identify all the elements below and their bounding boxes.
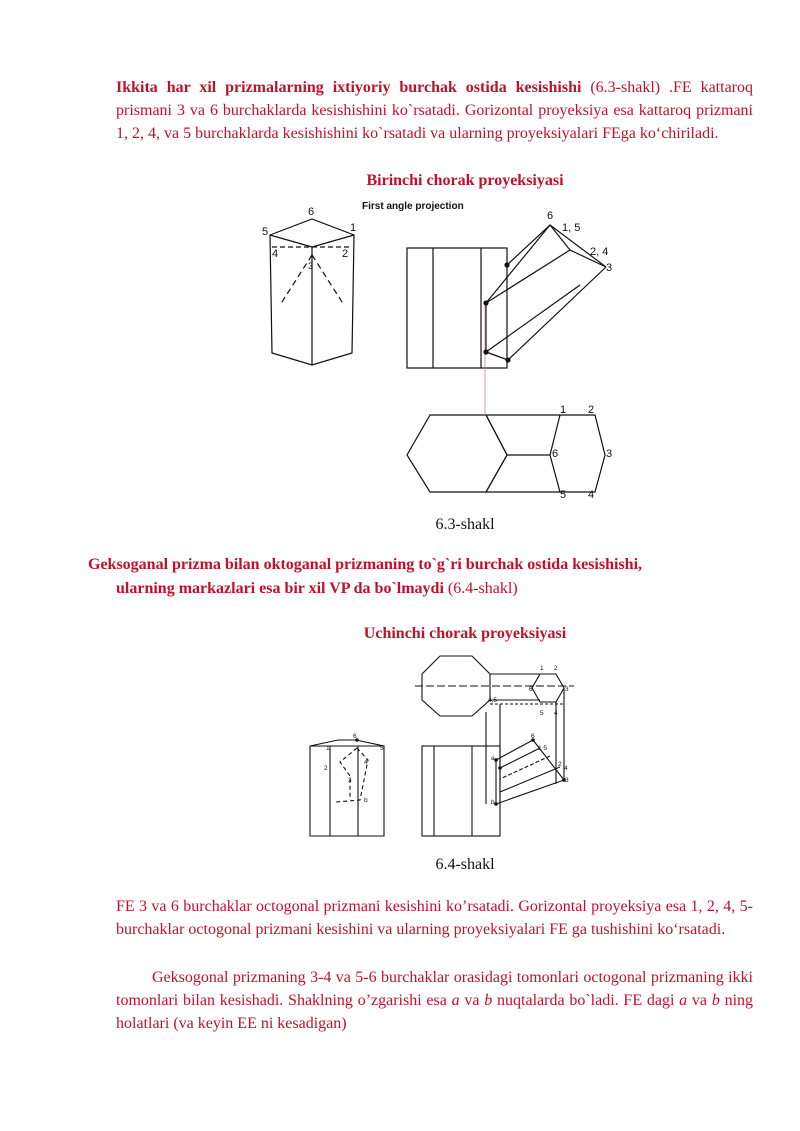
point-a: a bbox=[451, 992, 460, 1009]
text-run: ning holatlari (va keyin EE ni kesadigan) bbox=[116, 992, 754, 1032]
label: 3 bbox=[565, 777, 569, 784]
label: 4 bbox=[272, 248, 279, 260]
label: 5 bbox=[262, 226, 269, 238]
intro-paragraph bbox=[116, 76, 753, 145]
section2-heading bbox=[88, 553, 748, 601]
text-run: Geksogonal prizmaning 3-4 va 5-6 burchaklar orasidagi tomonlari octogonal prizmaning ikki tomonlari bilan kesishadi. Shaklning o’zgarishi esa bbox=[116, 969, 753, 1009]
label: 5 bbox=[380, 745, 384, 752]
caption-6-3: 6.3-shakl bbox=[435, 516, 495, 533]
label: 5 bbox=[540, 710, 544, 717]
label: 6 bbox=[308, 206, 315, 218]
label: 4 bbox=[588, 489, 595, 501]
caption-6-4: 6.4-shakl bbox=[435, 856, 495, 873]
text-run: nuqtalarda bo`ladi. FE dagi bbox=[492, 992, 680, 1009]
heading-line-2-text: ularning markazlari esa bir xil VP da bo`lmaydi bbox=[116, 580, 444, 597]
label: 3 bbox=[606, 262, 613, 274]
subtitle-first-angle: Birinchi chorak proyeksiyasi bbox=[366, 172, 564, 189]
label: 1 bbox=[326, 745, 330, 752]
heading-line-2 bbox=[88, 577, 748, 601]
subtitle-third-angle: Uchinchi chorak proyeksiyasi bbox=[363, 625, 567, 642]
label: 5 bbox=[560, 489, 567, 501]
label: 4 bbox=[564, 765, 568, 772]
intro-body: FE kattaroq prismani 3 va 6 burchaklarda kesishishini ko`rsatadi. Gorizontal proyeksiya esa kattaroq prizmani 1, 2, 4, va 5 burchaklarda kesishishini ko`rsatadi va ularning proyeksiyalari FEga ko‘chiriladi. bbox=[116, 79, 754, 142]
point-a: a bbox=[679, 992, 688, 1009]
point-b: b bbox=[711, 992, 720, 1009]
fig-header-text: First angle projection bbox=[362, 201, 464, 212]
section-heading: Ikkita har xil prizmalarning ixtiyoriy burchak ostida kesishishi bbox=[116, 79, 582, 96]
point-b: b bbox=[484, 992, 493, 1009]
label: b bbox=[491, 799, 495, 806]
label: 4 bbox=[554, 710, 558, 717]
label: 6 bbox=[531, 733, 535, 740]
label: b bbox=[364, 797, 368, 804]
label: 6 bbox=[529, 686, 533, 693]
label: 1 bbox=[350, 222, 357, 234]
label: 2 bbox=[342, 248, 349, 260]
figure-reference: (6.4-shakl) bbox=[443, 580, 518, 597]
label: 3 bbox=[348, 777, 352, 784]
label: 1 5 bbox=[538, 745, 548, 752]
explanation-paragraph-2 bbox=[116, 966, 753, 1035]
text-run: va bbox=[687, 992, 712, 1009]
label: 1 bbox=[560, 404, 567, 416]
label: 2 bbox=[558, 761, 562, 768]
explanation-paragraph-1: FE 3 va 6 burchaklar octogonal prizmani kesishini ko’rsatadi. Gorizontal proyeksiya esa 1, 2, 4, 5- burchaklar octogonal prizmani kesishini va ularning proyeksiyalari FE ga tushishini ko‘rsatadi. bbox=[116, 898, 753, 938]
heading-line-1: Geksoganal prizma bilan oktoganal prizmaning to`g`ri burchak ostida kesishishi, bbox=[88, 556, 643, 573]
label: 3 bbox=[565, 686, 569, 693]
label: 6 bbox=[353, 733, 357, 740]
label: 4,5 bbox=[488, 697, 498, 704]
label: 6 bbox=[552, 448, 559, 460]
label: 4 bbox=[364, 759, 368, 766]
figure-6-4 bbox=[300, 652, 590, 842]
label: 1, 5 bbox=[562, 222, 581, 234]
label: 3 bbox=[606, 448, 613, 460]
label: 3 bbox=[308, 261, 314, 271]
label: 2 bbox=[554, 665, 558, 672]
text-run: va bbox=[459, 992, 485, 1009]
label: 2 bbox=[324, 765, 328, 772]
label: 2, 4 bbox=[590, 246, 609, 258]
label: a bbox=[491, 755, 495, 762]
figure-6-3 bbox=[250, 195, 630, 505]
label: 2 bbox=[588, 404, 595, 416]
label: 1 bbox=[540, 665, 544, 672]
figure-reference: (6.3-shakl) . bbox=[581, 79, 673, 96]
label: 6 bbox=[547, 210, 554, 222]
